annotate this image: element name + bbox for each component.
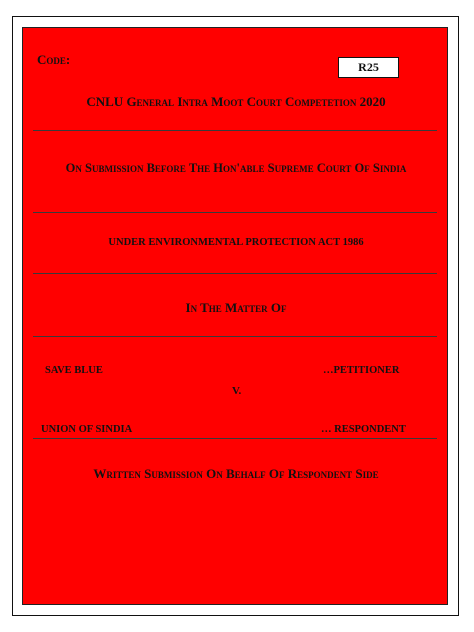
act-line: UNDER ENVIRONMENTAL PROTECTION ACT 1986 — [108, 237, 364, 248]
cover-panel — [22, 27, 448, 605]
code-label: Code: — [37, 52, 71, 67]
petitioner-name: SAVE BLUE — [45, 365, 103, 376]
petitioner-role: …PETITIONER — [323, 365, 400, 376]
respondent-name: UNION OF SINDIA — [41, 424, 133, 435]
divider — [33, 273, 437, 274]
divider — [33, 438, 437, 439]
matter-heading: In The Matter Of — [185, 300, 287, 315]
competition-title: CNLU General Intra Moot Court Competetion 2020 — [86, 94, 386, 109]
written-submission-title: Written Submission On Behalf Of Respondent Side — [93, 466, 379, 481]
respondent-role: … RESPONDENT — [321, 424, 406, 435]
divider — [33, 130, 437, 131]
divider — [33, 336, 437, 337]
versus: V. — [232, 385, 242, 397]
submission-line: On Submission Before The Hon'able Supreme Court Of Sindia — [65, 161, 407, 175]
divider — [33, 212, 437, 213]
team-code-box: R25 — [338, 57, 399, 78]
